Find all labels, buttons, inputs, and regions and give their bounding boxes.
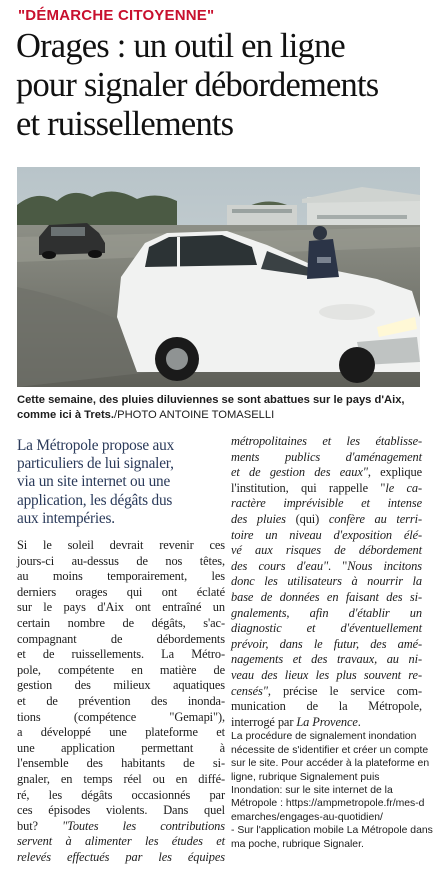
caption-text: Cette semaine, des pluies diluviennes se sont abattues sur le pays d'Aix, [17,394,405,406]
caption-line [17,408,422,423]
caption-credit: /PHOTO ANTOINE TOMASELLI [114,408,275,421]
body-line: gnaler, en temps réel ou en diffé- [17,771,225,786]
quote-line: donc les utilisateurs à nourrir la [231,574,422,589]
quote-text: des cours d'eau" [231,558,329,573]
kicker: "DÉMARCHE CITOYENNE" [18,7,215,24]
body-line: a développé une plateforme et [17,725,225,740]
quote-line: métropolitaines et les établisse- [231,434,422,448]
quote-line: gnalements, afin d'établir un [231,605,422,620]
body-text: but? [17,818,63,833]
body-text: , précise le service com- [267,683,422,698]
body-text: , explique [367,465,422,480]
headline-line: Orages : un outil en ligne [16,27,345,65]
body-line [17,819,225,835]
body-line: derniers orages qui ont éclaté [17,584,225,599]
quote-line: veau des lieux les plus souvent re- [231,667,422,682]
body-line [231,481,422,497]
body-text: . [357,714,361,729]
newspaper-name: La Provence [296,714,358,729]
intro-line: via un site internet ou une [17,473,171,491]
body-line: l'ensemble des habitants de si- [17,756,225,771]
body-line: Si le soleil devrait revenir ces [17,538,225,553]
info-line: ma poche, rubrique Signaler. [231,838,364,850]
quote-line: prévoir, dans le futur, des amé- [231,636,422,651]
intro-line: La Métropole propose aux [17,437,175,454]
quote-text: et de gestion des eaux" [231,465,368,480]
headline-line: pour signaler débordements [16,66,379,104]
info-box [231,730,433,851]
body-line: compagnant de débordements [17,631,225,646]
body-line: gestion des milieux aquatiques [17,678,225,693]
body-line: sur le pays d'Aix ont entraîné un [17,600,225,615]
body-line: au moins temporairement, les [17,569,225,584]
body-line: munication de la Métropole, [231,699,422,714]
quote-line: toire un niveau d'exposition élé- [231,527,422,542]
intro-line: application, les dégâts dus [17,491,173,509]
info-line: nécessite de s'identifier et créer un compte [231,744,429,756]
info-line: sur le site. Pour accéder à la plateforme en [231,758,430,770]
photo-caption [17,393,422,422]
quote-line: ractère imprévisible et intense [231,496,422,511]
caption-text: comme ici à Trets. [17,408,115,421]
quote-line: diagnostic et d'éventuellement [231,621,422,636]
right-column [231,434,433,851]
body-line [231,559,422,575]
body-line [231,715,422,731]
body-paragraph [231,434,422,730]
intro-line: particuliers de lui signaler, [17,455,174,473]
body-line: tions (compétence "Gemapi"), [17,709,225,724]
info-line: ligne, rubrique Signalement puis [231,771,380,783]
body-line: certain nombre de dégâts, s'ac- [17,615,225,630]
headline [16,27,424,144]
body-line: jours-ci au-dessus de nos têtes, [17,553,225,568]
body-paragraph [17,538,225,865]
body-text: interrogé par [231,714,297,729]
body-line: une application permettant à [17,740,225,755]
body-text: l'institution, qui rappelle " [231,480,386,495]
quote-text: le ca- [385,480,422,495]
quote-line: base de données en faisant des si- [231,589,422,604]
caption-line [17,393,422,408]
body-line: ré, les dégâts occasionnés par [17,787,225,802]
quote-text: "Toutes les contributions [62,818,226,833]
body-line: ces épisodes violents. Dans quel [17,803,225,818]
quote-text: Nous incitons [347,558,422,573]
article-photo [17,167,420,387]
quote-text: confère au terri- [328,511,422,526]
info-link[interactable]: emarches/engages-au-quotidien/ [231,811,383,823]
quote-line: servent à alimenter les études et [17,834,225,849]
body-line: pole, compétente en matière de [17,662,225,677]
info-link[interactable]: Métropole : https://ampmetropole.fr/mes-d [231,798,425,810]
body-line [231,512,422,528]
intro-line: aux intempéries. [17,509,115,527]
quote-text: des pluies [231,511,286,526]
info-line: La procédure de signalement inondation [231,731,417,743]
left-column [17,437,225,865]
body-line [231,684,422,700]
body-line [231,465,422,481]
quote-line: relevés effectués par les équipes [17,849,225,864]
body-text: . " [328,558,348,573]
quote-line: ments publics d'aménagement [231,449,422,464]
info-line: - Sur l'application mobile La Métropole dans [231,825,433,837]
intro-paragraph [17,437,225,528]
body-line: et de prévention des inonda- [17,693,225,708]
quote-line: nagements et des travaux, au ni- [231,652,422,667]
quote-line: vé aux risques de débordement [231,543,422,558]
quote-text: censés" [231,683,268,698]
info-line: Inondation: sur le site internet de la [231,784,393,796]
body-text: (qui) [285,511,329,526]
body-line: et de ruissellements. La Métro- [17,647,225,662]
headline-line: et ruissellements [16,105,234,143]
